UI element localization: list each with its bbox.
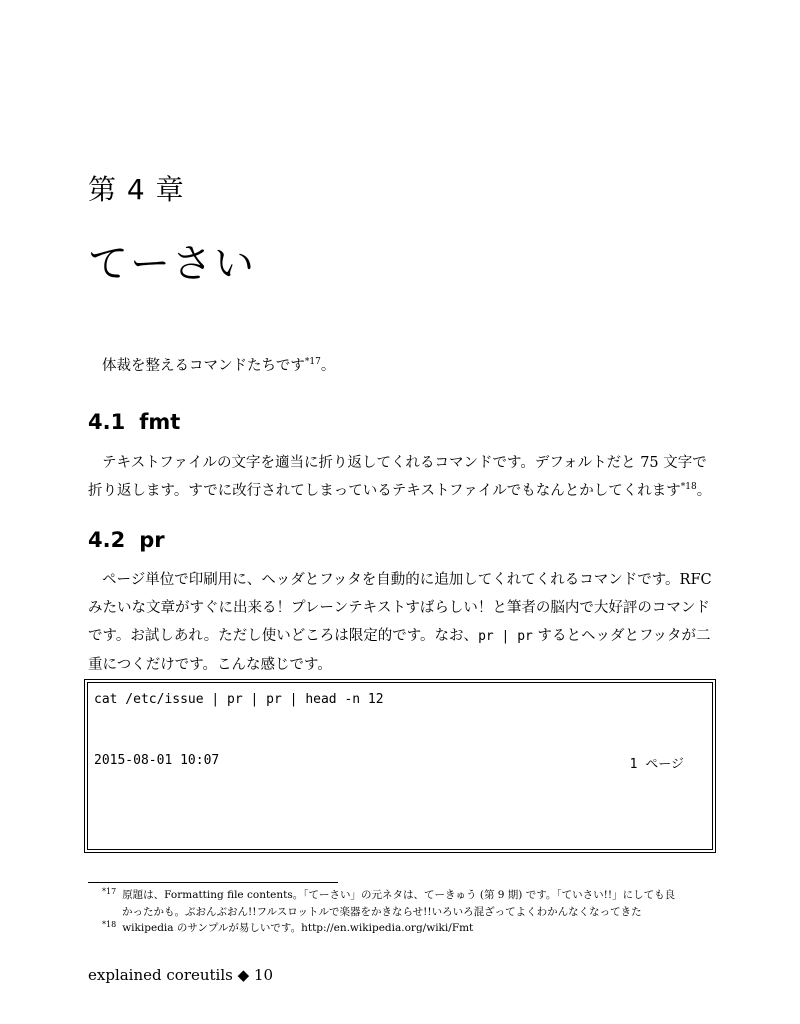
code-header-page: 1 ページ [629, 757, 684, 772]
pr-text-part2: するとヘッダとフッタが二重につくだけです。こんな感じです。 [88, 628, 711, 673]
footnote-ref-17[interactable]: *17 [304, 357, 321, 368]
footnote-divider [88, 882, 338, 883]
code-command: cat /etc/issue | pr | pr | head -n 12 [94, 692, 384, 707]
section-title: fmt [139, 410, 181, 434]
section-number: 4.1 [88, 410, 126, 434]
section-heading-fmt [88, 410, 180, 434]
book-title: explained coreutils [88, 966, 233, 984]
code-block [84, 679, 716, 853]
intro-text: 体裁を整えるコマンドたちです [102, 358, 305, 374]
footnote-text[interactable]: wikipedia のサンプルが易しいです。http://en.wikipedia.org/wiki/Fmt [122, 922, 474, 934]
pr-paragraph [88, 566, 716, 679]
page-number: 10 [253, 966, 274, 984]
intro-end: 。 [320, 358, 336, 374]
pr-text-part1: ページ単位で印刷用に、ヘッダとフッタを自動的に追加してくれてくれるコマンドです。RFC みたいな文章がすぐに出来る！プレーンテキストすばらしい！と筆者の脳内で大好評のコマンドです。お試しあれ。ただし使いどころは限定的です。なお、 [88, 572, 712, 644]
page-footer [88, 966, 273, 984]
section-number: 4.2 [88, 528, 126, 552]
intro-paragraph [88, 352, 716, 380]
pr-inline-code: pr | pr [478, 629, 533, 644]
footnote-mark: *17 [102, 886, 117, 896]
footnote-17 [102, 887, 722, 921]
footnote-text-cont: かったかも。ぶおんぶおん!!フルスロットルで楽器をかきならせ!!いろいろ混ざってよくわかんなくなってきた [122, 906, 642, 918]
footnote-text: 原題は、Formatting file contents。「てーさい」の元ネタは、てーきゅう (第 9 期) です。「ていさい!!」にしても良 [122, 889, 676, 901]
code-block-inner-frame [87, 682, 713, 850]
section-heading-pr [88, 528, 165, 552]
footnote-ref-18[interactable]: *18 [680, 482, 697, 493]
footnote-18 [102, 920, 722, 937]
section-title: pr [139, 528, 165, 552]
chapter-label: 第 4 章 [88, 173, 185, 206]
code-header-date: 2015-08-01 10:07 [94, 753, 220, 768]
fmt-paragraph [88, 449, 716, 505]
fmt-text: テキストファイルの文字を適当に折り返してくれるコマンドです。デフォルトだと 75 文字で折り返します。すでに改行されてしまっているテキストファイルでもなんとかしてくれます [88, 455, 707, 499]
diamond-separator-icon: ◆ [237, 966, 250, 984]
fmt-end: 。 [696, 483, 712, 499]
chapter-title: てーさい [88, 241, 256, 287]
footnote-mark: *18 [102, 919, 117, 929]
